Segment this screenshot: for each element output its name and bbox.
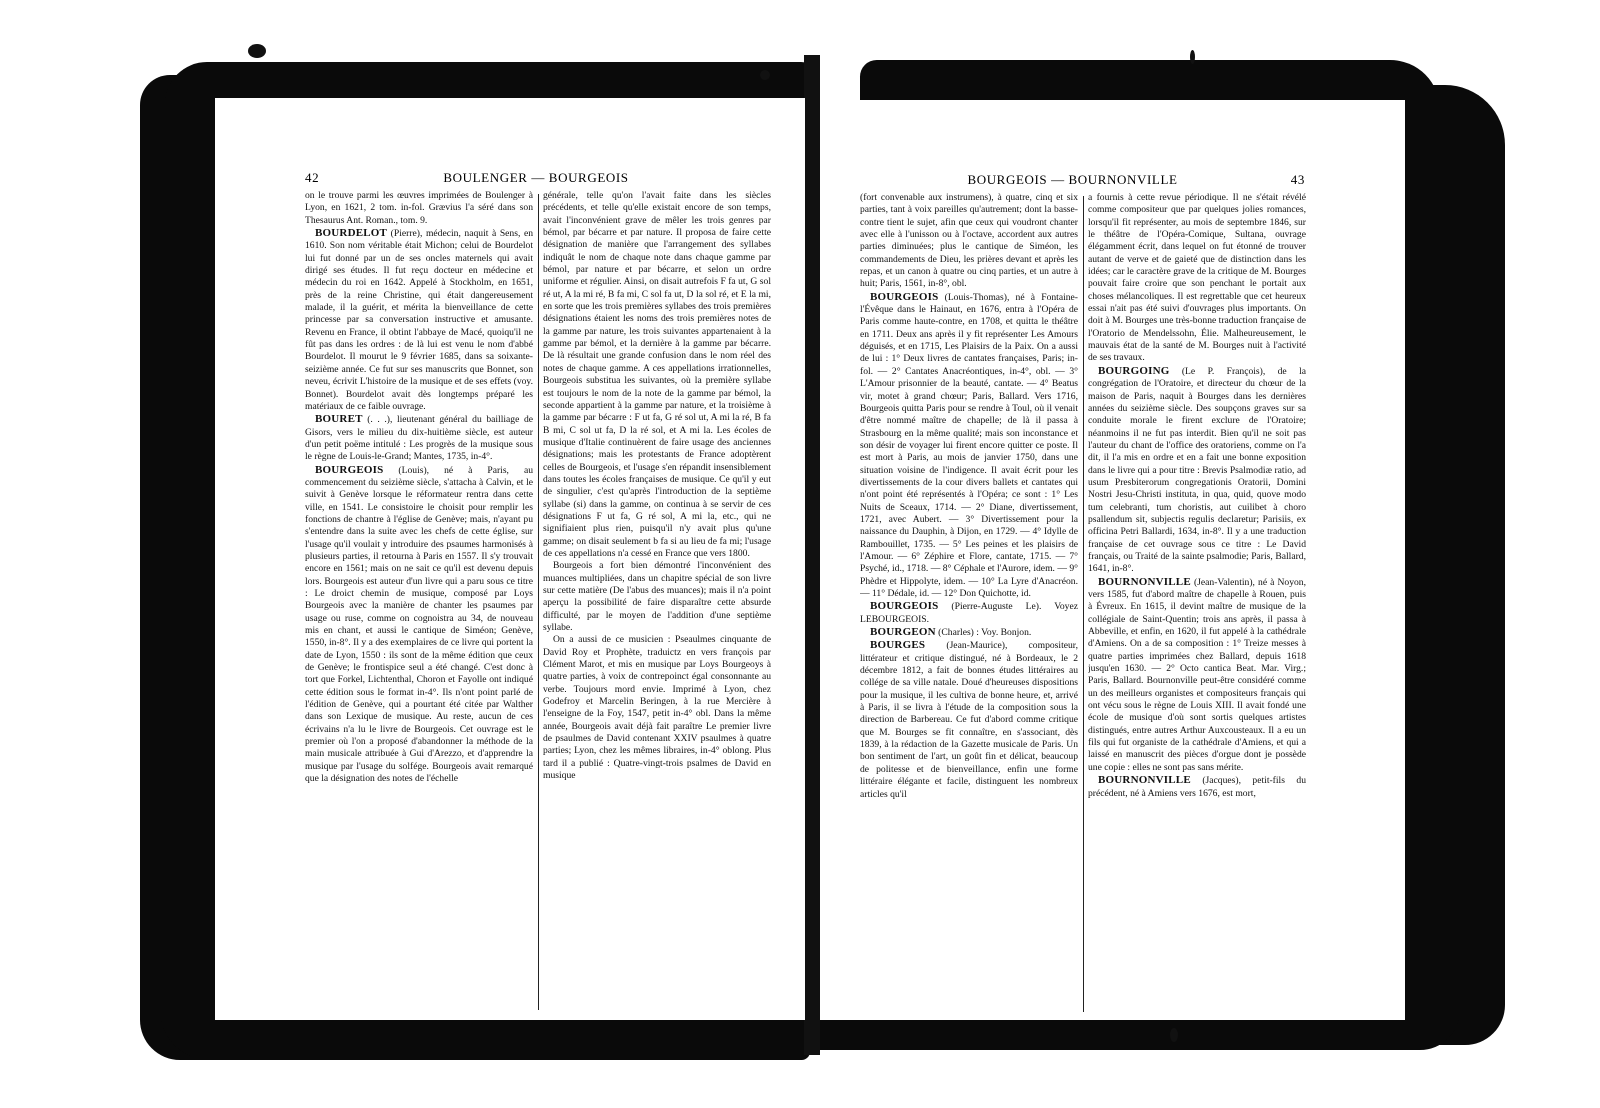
- dictionary-entry: [543, 560, 771, 634]
- page-number: 42: [305, 170, 320, 185]
- entry-text: générale, telle qu'on l'avait faite dans les siècles précédents, et telle qu'elle existait encore de son temps, avait l'inconvénient grave de mêler les trois genres par bémol, par bécarre et par nature. Il proposa de faire cette désignation de manière que l'arrangement des syllabes indiquât le nom de chaque note dans chaque gamme par bémol, par nature et par bécarre, et selon un ordre uniforme et régulier. Ainsi, on disait autrefois F fa ut, G sol ré ut, A la mi ré, B fa mi, C sol fa ut, D la sol ré, et E la mi, en sorte que les trois premières syllabes des trois premières désignations étaient les noms des trois premières notes de la gamme par nature, les trois suivantes appartenaient à la gamme par bémol, et la dernière à la gamme par bécarre. De là résultait une grande confusion dans le nom réel des notes de chaque gamme. A ces appellations irrationnelles, Bourgeois substitua les suivantes, où la première syllabe est toujours le nom de la note de la gamme par bémol, la seconde appartient à la gamme par nature, et la troisième à la gamme par bécarre : F ut fa, G ré sol ut, A mi la ré, B fa B mi, C sol ut fa, D la ré sol, et A mi la. Les écoles de musique d'Italie continuèrent de faire usage des anciennes désignations; mais les protestants de France adoptèrent celles de Bourgeois, et l'usage s'en répandit insensiblement dans toutes les écoles françaises de musique. Ce qu'il y eut de singulier, c'est qu'après l'introduction de la septième syllabe (si) dans la gamme, on continua à se servir de ces désignations F ut fa, G ré sol, A mi la, etc., qui ne signifiaient plus rien, puisqu'il n'y avait plus qu'une gamme; on disait seulement b fa si au lieu de fa mi; l'usage de ces appellations n'a cessé en France que vers 1800.: [543, 190, 771, 559]
- dictionary-entry: [543, 634, 771, 782]
- dictionary-entry: [543, 190, 771, 560]
- entry-headword: BOURGOING: [1098, 364, 1170, 377]
- dictionary-entry: [860, 639, 1078, 800]
- scan-edge-right: [1395, 85, 1505, 1045]
- scan-speck: [248, 44, 266, 58]
- entry-headword: BOURGEOIS: [870, 290, 939, 303]
- entry-headword: BOURNONVILLE: [1098, 575, 1191, 588]
- entry-text: a fournis à cette revue périodique. Il ne s'était révélé comme compositeur que par quelques jolies romances, lorsqu'il fit représenter, au mois de septembre 1846, sur le théâtre de l'Opéra-Comique, Sultana, ouvrage élégamment écrit, dans lequel on fut étonné de trouver autant de verve et de gaieté que de distinction dans les idées; car le caractère grave de la critique de M. Bourges pouvait faire croire que son penchant le portait aux choses mélancoliques. Il est regrettable que cet heureux essai n'ait pas été suivi d'ouvrages plus importants. On doit à M. Bourges une très-bonne traduction française de l'Oratorio de Mendelssohn, Élie. Malheureusement, le mauvais état de la santé de M. Bourges nuit à l'activité de ses travaux.: [1088, 192, 1306, 364]
- entry-text: on le trouve parmi les œuvres imprimées de Boulenger à Lyon, en 1621, 2 tom. in-fol. Grævius l'a séré dans son Thesaurus Ant. Roman., tom. 9.: [305, 190, 533, 226]
- page-title: BOULENGER — BOURGEOIS: [443, 170, 629, 185]
- text-columns: [305, 190, 775, 1020]
- entry-text: (Louis), né à Paris, au commencement du seizième siècle, s'attacha à Calvin, et le suivit à Genève lorsque le réformateur rentra dans cette ville, en 1541. Le consistoire le choisit pour remplir les fonctions de chantre à l'église de Genève; mais, n'ayant pu s'entendre dans la suite avec les chefs de cette église, sur l'usage qu'il voulait y introduire des psaumes harmonisés à plusieurs parties, il retourna à Paris en 1557. Il s'y trouvait encore en 1561; mais on ne sait ce qu'il est devenu depuis lors. Bourgeois est auteur d'un livre qui a paru sous ce titre : Le droict chemin de musique, composé par Loys Bourgeois avec la manière de chanter les psaumes par usage ou ruse, comme on cognoistra au 34, de nouveau mis en chant, et aussi le cantique de Siméon; Genève, 1550, in-8°. Il y a des exemplaires de ce livre qui portent la date de Lyon, 1550 : ils sont de la même édition que ceux de Genève; le frontispice seul a été changé. C'est donc à tort que Forkel, Lichtenthal, Choron et Fayolle ont indiqué cette édition sous le format in-4°. Ils n'ont point parlé de l'édition de Genève, qui a pourtant été citée par Walther dans son Lexique de musique. Au reste, aucun de ces écrivains n'a lu le livre de Bourgeois. Cet ouvrage est le premier où l'on a proposé d'abandonner la méthode de la main musicale attribuée à Gui d'Arezzo, et d'apprendre la musique par l'usage du solfége. Bourgeois avait remarqué que la désignation des notes de l'échelle: [305, 464, 533, 785]
- entry-headword: BOURDELOT: [315, 227, 388, 240]
- column-right: [543, 190, 771, 1020]
- running-head: [840, 172, 1305, 190]
- page-title: BOURGEOIS — BOURNONVILLE: [967, 172, 1178, 187]
- dictionary-entry: [860, 291, 1078, 601]
- dictionary-entry: [860, 600, 1078, 626]
- entry-text: (Pierre-Auguste Le). Voyez LEBOURGEOIS.: [860, 601, 1078, 625]
- running-head: [305, 170, 767, 188]
- dictionary-entry: [305, 413, 533, 463]
- entry-text: (. . .), lieutenant général du bailliage de Gisors, vers le milieu du dix-huitième siècle, est auteur d'un petit poëme intitulé : Les progrès de la musique sous le règne de Louis-le-Grand; Mantes, 1735, in-4°.: [305, 414, 533, 463]
- column-divider: [538, 194, 539, 1010]
- column-left: [305, 190, 533, 1020]
- entry-headword: BOURGEOIS: [870, 600, 939, 613]
- entry-headword: BOURNONVILLE: [1098, 774, 1191, 787]
- dictionary-entry: [305, 464, 533, 786]
- text-columns: [860, 192, 1305, 1022]
- right-page: [820, 100, 1405, 1020]
- dictionary-entry: [860, 626, 1078, 639]
- column-right: [1088, 192, 1306, 1022]
- column-left: [860, 192, 1078, 1022]
- dictionary-entry: [1088, 365, 1306, 576]
- book-spine: [804, 55, 820, 1055]
- entry-text: (Charles) : Voy. Bonjon.: [935, 627, 1032, 639]
- entry-headword: BOURGEON: [870, 626, 936, 639]
- entry-text: On a aussi de ce musicien : Pseaulmes cinquante de David Roy et Prophète, traduictz en vers françois par Clément Marot, et mis en musique par Loys Bourgeoys à quatre parties, à voix de contrepoinct égal consonnante au verbe. Toujours mord envie. Imprimé à Lyon, chez Godefroy et Marcelin Beringen, à la rue Mercière à l'enseigne de la Foy, 1547, petit in-4° obl. Dans la même année, Bourgeois avait déjà fait paraître Le premier livre de psaulmes de David contenant XXIV psaulmes à quatre parties; Lyon, chez les mêmes libraires, in-4° oblong. Plus tard il a publié : Quatre-vingt-trois psalmes de David en musique: [543, 634, 771, 782]
- dictionary-entry: [860, 192, 1078, 291]
- scan-speck: [760, 70, 770, 80]
- entry-headword: BOURET: [315, 413, 363, 426]
- entry-text: (fort convenable aux instrumens), à quatre, cinq et six parties, tant à voix pareilles qu'autrement; dont la basse-contre tient le sujet, afin que ceux qui voudront chanter avec elle à l'unisson ou à l'octave, accordent aux autres parties diminuées; plus le cantique de Siméon, les commandements de Dieu, les prières devant et après les repas, et un canon à quatre ou cinq parties, et un autre à huit; Paris, 1561, in-8°, obl.: [860, 192, 1078, 290]
- left-page: [215, 98, 805, 1020]
- entry-text: (Pierre), médecin, naquit à Sens, en 1610. Son nom véritable était Michon; celui de Bourdelot lui fut donné par un de ses oncles maternels qui avait dirigé ses études. Il fut reçu docteur en médecine et médecin du roi en 1642. Appelé à Stockholm, en 1651, près de la reine Christine, qui était dangereusement malade, il la guérit, et mérita la bienveillance de cette princesse par sa conversation instructive et amusante. Revenu en France, il obtint l'abbaye de Macé, quoiqu'il ne fût pas dans les ordres : de là lui est venu le nom d'abbé Bourdelot. Il mourut le 9 février 1685, dans sa soixante-seizième année. Ce fut sur ses manuscrits que Bonnet, son neveu, écrivit L'histoire de la musique et de ses effets (voy. Bonnet). Bourdelot avait dès longtemps préparé les matériaux de ce faible ouvrage.: [305, 228, 533, 412]
- scan-speck: [1190, 50, 1195, 64]
- entry-text: (Louis-Thomas), né à Fontaine-l'Évêque dans le Hainaut, en 1676, entra à l'Opéra de Paris comme haute-contre, en 1708, et quitta le théâtre en 1711. Deux ans après il y fit représenter Les Amours déguisés, et en 1715, Les Plaisirs de la Paix. On a aussi de lui : 1° Deux livres de cantates françaises, Paris; in-fol. — 2° Cantates Anacréontiques, in-4°, obl. — 3° L'Amour prisonnier de la beauté, cantate. — 4° Beatus vir, motet à grand chœur; Paris, Ballard. Vers 1716, Bourgeois quitta Paris pour se rendre à Toul, où il venait d'être nommé maître de chapelle; de là il passa à Strasbourg en la même qualité; mais son inconstance et son désir de voyager lui firent encore quitter ce poste. Il est mort à Paris, au mois de janvier 1750, dans une situation voisine de l'indigence. Il avait écrit pour les divertissements de la cour divers ballets et cantates qui n'ont point été représentés à l'Opéra; ce sont : 1° Les Nuits de Sceaux, 1714. — 2° Diane, divertissement, 1721, avec Aubert. — 3° Divertissement pour la naissance du Dauphin, à Dijon, en 1729. — 4° Idylle de Rambouillet, 1735. — 5° Les peines et les plaisirs de l'Amour. — 6° Zéphire et Flore, cantate, 1715. — 7° Psyché, id., 1718. — 8° Céphale et l'Aurore, idem. — 9° Phèdre et Hippolyte, idem. — 10° La Lyre d'Anacréon. — 11° Dédale, id. — 12° Don Quichotte, id.: [860, 291, 1078, 599]
- dictionary-entry: [305, 227, 533, 413]
- entry-text: Bourgeois a fort bien démontré l'inconvénient des muances multipliées, dans un chapitre spécial de son livre sur cette matière (De l'abus des muances); mais il n'a point aperçu la possibilité de faire disparaître cette absurde difficulté, par le moyen de l'addition d'une septième syllabe.: [543, 560, 771, 634]
- entry-headword: BOURGES: [870, 639, 926, 652]
- scan-speck: [1170, 1028, 1178, 1042]
- dictionary-entry: [1088, 192, 1306, 365]
- dictionary-entry: [1088, 576, 1306, 775]
- entry-text: (Jean-Valentin), né à Noyon, vers 1585, fut d'abord maître de chapelle à Rouen, puis à Évreux. En 1615, il devint maître de musique de la collégiale de Saint-Quentin; trois ans après, il passa à Abbeville, et enfin, en 1620, il fut appelé à la cathédrale d'Amiens. On a de sa composition : 1° Treize messes à quatre parties imprimées chez Ballard, depuis 1618 jusqu'en 1630. — 2° Octo cantica Beat. Mar. Virg.; Paris, Ballard. Bournonville peut-être considéré comme un des meilleurs organistes et compositeurs français qui ont vécu sous le règne de Louis XIII. Il avait fondé une école de musique d'où sont sortis quelques artistes distingués, entre autres Arthur Auxcousteaux. Il a eu un fils qui fut organiste de la cathédrale d'Amiens, et qui a laissé en manuscrit des pièces d'orgue dont je possède une copie : elles ne sont pas sans mérite.: [1088, 576, 1306, 773]
- entry-text: (Jacques), petit-fils du précédent, né à Amiens vers 1676, est mort,: [1088, 775, 1306, 799]
- dictionary-entry: [1088, 774, 1306, 800]
- dictionary-entry: [305, 190, 533, 227]
- entry-text: (Jean-Maurice), compositeur, littérateur et critique distingué, né à Bordeaux, le 2 décembre 1812, a fait de bonnes études littéraires au collége de sa ville natale. Doué d'heureuses dispositions pour la musique, il les cultiva de bonne heure, et, arrivé à Paris, il se livra à l'étude de la composition sous la direction de Barbereau. Ce fut d'abord comme critique que M. Bourges se fit connaître, en s'associant, dès 1839, à la rédaction de la Gazette musicale de Paris. Un bon sentiment de l'art, un goût fin et délicat, beaucoup de politesse et de bienveillance, enfin une forme littéraire élégante et facile, distinguent les nombreux articles qu'il: [860, 640, 1078, 800]
- scan-edge-left: [140, 75, 220, 1060]
- column-divider: [1083, 196, 1084, 1012]
- entry-text: (Le P. François), de la congrégation de l'Oratoire, et directeur du chœur de la maison de Paris, naquit à Bourges dans les dernières années du seizième siècle. Des soupçons graves sur sa conduite morale le firent exclure de l'Oratoire; néanmoins il ne fut pas interdit. Bien qu'il ne soit pas l'auteur du chant de l'office des oratoriens, comme on l'a dit, il l'a mis en ordre et en a fait une bonne exposition dans le livre qui a pour titre : Brevis Psalmodiæ ratio, ad usum Presbiterorum congregationis Oratorii, Domini Nostri Jesu-Christi instituta, in qua, quid, quove modo tum celebranti, tum choristis, aut cuilibet à choro psallendum sit, subjectis regulis declaretur; Parisiis, ex officina Petri Ballardi, 1634, in-8°. Il y a une traduction française de cet ouvrage sous ce titre : Le David français, ou Traité de la sainte psalmodie; Paris, Ballard, 1641, in-8°.: [1088, 365, 1306, 575]
- entry-headword: BOURGEOIS: [315, 463, 384, 476]
- page-number: 43: [1290, 172, 1305, 187]
